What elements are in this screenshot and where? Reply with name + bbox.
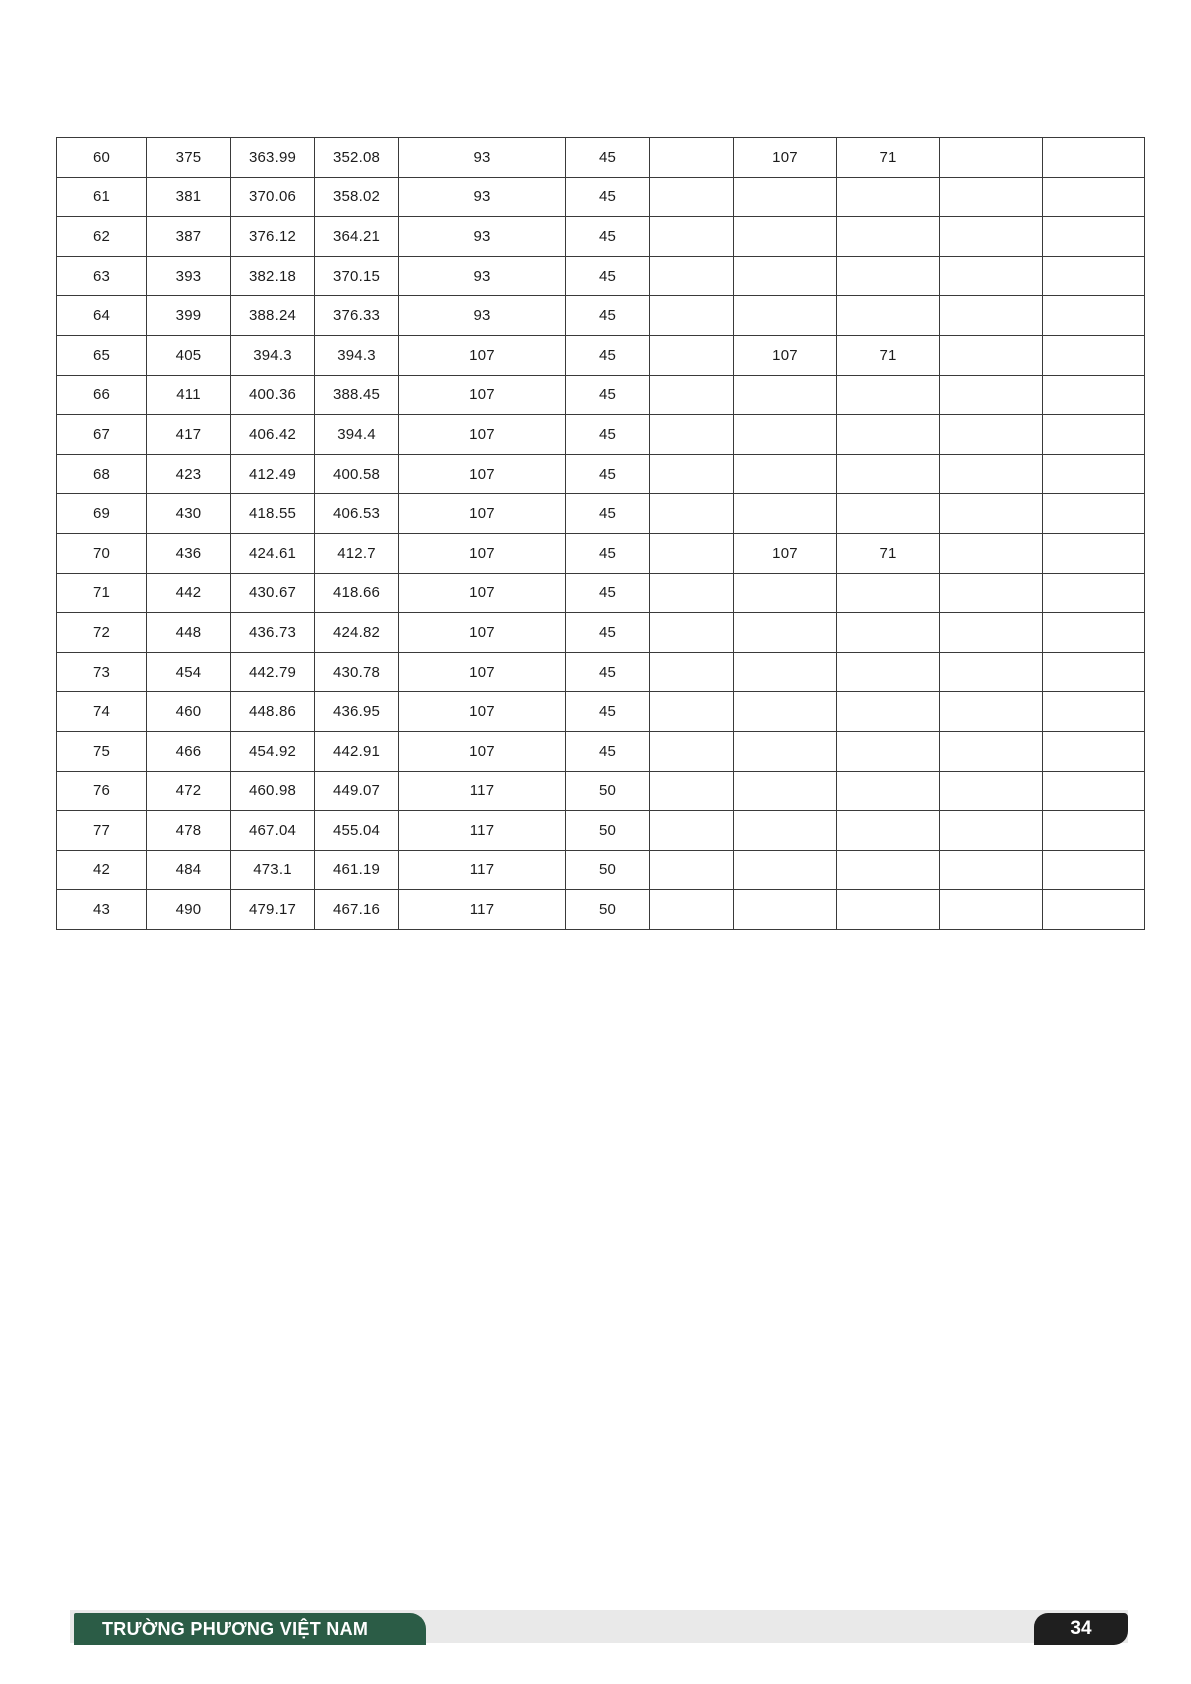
table-row <box>57 731 1145 771</box>
table-cell <box>734 573 837 613</box>
table-cell: 448.86 <box>231 692 315 732</box>
table-cell: 71 <box>837 533 940 573</box>
table-cell <box>650 850 734 890</box>
table-cell <box>734 692 837 732</box>
table-cell <box>650 652 734 692</box>
table-cell <box>734 177 837 217</box>
table-row <box>57 256 1145 296</box>
table-cell: 466 <box>147 731 231 771</box>
table-cell: 117 <box>399 771 566 811</box>
table-cell <box>940 850 1043 890</box>
table-row <box>57 494 1145 534</box>
table-cell: 77 <box>57 811 147 851</box>
page-number-badge: 34 <box>1034 1613 1128 1645</box>
table-cell: 455.04 <box>315 811 399 851</box>
table-cell: 411 <box>147 375 231 415</box>
table-cell: 460 <box>147 692 231 732</box>
table-cell <box>837 771 940 811</box>
table-cell <box>650 771 734 811</box>
table-cell: 405 <box>147 335 231 375</box>
table-cell <box>650 335 734 375</box>
table-cell: 93 <box>399 217 566 257</box>
table-cell: 387 <box>147 217 231 257</box>
table-cell: 67 <box>57 415 147 455</box>
table-cell: 107 <box>399 692 566 732</box>
table-cell: 45 <box>566 652 650 692</box>
table-cell: 71 <box>837 335 940 375</box>
table-cell: 72 <box>57 613 147 653</box>
table-cell <box>1043 811 1145 851</box>
table-cell <box>940 613 1043 653</box>
table-cell <box>837 217 940 257</box>
table-cell: 461.19 <box>315 850 399 890</box>
table-cell <box>940 573 1043 613</box>
table-cell: 478 <box>147 811 231 851</box>
table-cell <box>650 533 734 573</box>
table-cell <box>1043 573 1145 613</box>
table-cell: 490 <box>147 890 231 930</box>
table-cell <box>1043 533 1145 573</box>
table-cell: 66 <box>57 375 147 415</box>
table-cell <box>940 652 1043 692</box>
table-cell: 363.99 <box>231 138 315 178</box>
table-cell: 107 <box>399 335 566 375</box>
table-cell: 50 <box>566 811 650 851</box>
table-cell <box>1043 217 1145 257</box>
table-cell: 400.36 <box>231 375 315 415</box>
table-cell: 460.98 <box>231 771 315 811</box>
table-cell <box>940 296 1043 336</box>
table-cell: 45 <box>566 217 650 257</box>
table-cell: 107 <box>399 375 566 415</box>
table-cell: 449.07 <box>315 771 399 811</box>
table-row <box>57 375 1145 415</box>
table-cell: 430.67 <box>231 573 315 613</box>
table-cell <box>1043 415 1145 455</box>
table-cell <box>734 375 837 415</box>
table-cell <box>650 375 734 415</box>
table-cell: 381 <box>147 177 231 217</box>
table-cell: 62 <box>57 217 147 257</box>
table-cell <box>837 454 940 494</box>
table-cell: 45 <box>566 138 650 178</box>
table-cell <box>650 415 734 455</box>
table-cell: 43 <box>57 890 147 930</box>
table-cell: 63 <box>57 256 147 296</box>
table-cell <box>940 811 1043 851</box>
table-cell: 406.53 <box>315 494 399 534</box>
table-cell <box>734 613 837 653</box>
table-cell <box>734 850 837 890</box>
table-cell <box>1043 138 1145 178</box>
table-cell: 107 <box>399 533 566 573</box>
table-cell: 412.7 <box>315 533 399 573</box>
table-cell <box>1043 890 1145 930</box>
table-cell <box>650 494 734 534</box>
table-cell: 394.4 <box>315 415 399 455</box>
table-cell: 375 <box>147 138 231 178</box>
table-cell <box>837 177 940 217</box>
table-cell <box>734 296 837 336</box>
table-cell: 418.66 <box>315 573 399 613</box>
table-cell: 45 <box>566 335 650 375</box>
table-cell: 473.1 <box>231 850 315 890</box>
table-cell <box>734 454 837 494</box>
table-cell: 45 <box>566 177 650 217</box>
table-cell <box>1043 850 1145 890</box>
table-cell: 358.02 <box>315 177 399 217</box>
table-cell <box>940 138 1043 178</box>
table-cell: 467.04 <box>231 811 315 851</box>
table-cell <box>837 494 940 534</box>
table-cell: 107 <box>734 138 837 178</box>
table-cell: 117 <box>399 811 566 851</box>
table-cell: 467.16 <box>315 890 399 930</box>
table-cell <box>837 692 940 732</box>
table-cell <box>734 811 837 851</box>
table-cell <box>1043 454 1145 494</box>
table-cell: 417 <box>147 415 231 455</box>
table-cell <box>1043 771 1145 811</box>
table-cell <box>837 890 940 930</box>
table-cell <box>940 692 1043 732</box>
table-cell <box>940 731 1043 771</box>
table-cell: 61 <box>57 177 147 217</box>
table-cell <box>940 217 1043 257</box>
table-cell: 393 <box>147 256 231 296</box>
table-cell: 50 <box>566 890 650 930</box>
table-cell: 436.95 <box>315 692 399 732</box>
table-cell: 73 <box>57 652 147 692</box>
table-cell: 107 <box>399 613 566 653</box>
table-cell: 60 <box>57 138 147 178</box>
table-cell: 430 <box>147 494 231 534</box>
table-row <box>57 454 1145 494</box>
table-cell: 442.79 <box>231 652 315 692</box>
table-cell: 376.33 <box>315 296 399 336</box>
table-cell <box>940 256 1043 296</box>
table-cell: 364.21 <box>315 217 399 257</box>
table-cell: 107 <box>399 573 566 613</box>
table-cell: 45 <box>566 613 650 653</box>
table-cell <box>734 890 837 930</box>
table-cell <box>837 415 940 455</box>
table-cell <box>1043 652 1145 692</box>
table-row <box>57 177 1145 217</box>
table-cell: 442 <box>147 573 231 613</box>
table-cell: 45 <box>566 375 650 415</box>
table-cell: 388.24 <box>231 296 315 336</box>
table-cell: 376.12 <box>231 217 315 257</box>
table-row <box>57 811 1145 851</box>
table-row <box>57 850 1145 890</box>
table-cell <box>650 177 734 217</box>
table-cell: 75 <box>57 731 147 771</box>
table-cell: 42 <box>57 850 147 890</box>
table-cell: 394.3 <box>231 335 315 375</box>
table-cell <box>1043 613 1145 653</box>
table-cell <box>734 494 837 534</box>
table-cell: 74 <box>57 692 147 732</box>
table-cell: 436.73 <box>231 613 315 653</box>
table-cell: 93 <box>399 177 566 217</box>
table-cell: 472 <box>147 771 231 811</box>
table-cell <box>650 692 734 732</box>
table-cell <box>650 296 734 336</box>
table-body <box>57 138 1145 930</box>
table-cell: 107 <box>399 454 566 494</box>
table-cell: 454 <box>147 652 231 692</box>
table-cell: 50 <box>566 850 650 890</box>
table-cell <box>1043 177 1145 217</box>
table-cell <box>650 256 734 296</box>
table-cell <box>940 335 1043 375</box>
table-cell: 424.61 <box>231 533 315 573</box>
table-cell: 399 <box>147 296 231 336</box>
table-cell: 64 <box>57 296 147 336</box>
table-cell <box>940 533 1043 573</box>
table-cell <box>734 256 837 296</box>
table-row <box>57 296 1145 336</box>
table-cell: 45 <box>566 533 650 573</box>
table-cell <box>650 217 734 257</box>
table-row <box>57 573 1145 613</box>
table-cell: 50 <box>566 771 650 811</box>
footer-brand-label: TRƯỜNG PHƯƠNG VIỆT NAM <box>74 1613 426 1645</box>
table-cell: 71 <box>837 138 940 178</box>
table-cell <box>1043 256 1145 296</box>
table-cell <box>734 731 837 771</box>
table-cell: 406.42 <box>231 415 315 455</box>
table-row <box>57 217 1145 257</box>
table-cell <box>650 811 734 851</box>
table-cell: 76 <box>57 771 147 811</box>
table-cell <box>650 890 734 930</box>
table-cell: 454.92 <box>231 731 315 771</box>
table-cell: 442.91 <box>315 731 399 771</box>
table-cell <box>837 375 940 415</box>
table-cell <box>1043 335 1145 375</box>
table-cell <box>940 890 1043 930</box>
table-cell: 71 <box>57 573 147 613</box>
table-cell <box>650 731 734 771</box>
table-cell: 107 <box>399 731 566 771</box>
table-cell <box>940 375 1043 415</box>
table-cell <box>1043 494 1145 534</box>
table-cell: 107 <box>734 335 837 375</box>
table-cell: 45 <box>566 692 650 732</box>
table-cell: 436 <box>147 533 231 573</box>
table-cell <box>837 296 940 336</box>
table-cell <box>1043 731 1145 771</box>
table-cell: 45 <box>566 454 650 494</box>
table-cell: 382.18 <box>231 256 315 296</box>
table-cell: 117 <box>399 890 566 930</box>
table-row <box>57 613 1145 653</box>
table-cell: 370.15 <box>315 256 399 296</box>
table-cell: 412.49 <box>231 454 315 494</box>
table-cell: 93 <box>399 296 566 336</box>
table-cell <box>1043 296 1145 336</box>
table-cell: 424.82 <box>315 613 399 653</box>
table-cell: 45 <box>566 296 650 336</box>
table-cell: 107 <box>399 494 566 534</box>
table-cell <box>734 771 837 811</box>
table-row <box>57 533 1145 573</box>
table-cell: 423 <box>147 454 231 494</box>
table-cell <box>940 454 1043 494</box>
table-cell <box>650 573 734 613</box>
table-cell: 93 <box>399 138 566 178</box>
table-row <box>57 415 1145 455</box>
table-cell <box>940 415 1043 455</box>
table-cell <box>734 217 837 257</box>
table-cell: 93 <box>399 256 566 296</box>
table-cell <box>650 454 734 494</box>
table-cell <box>734 652 837 692</box>
table-cell <box>837 731 940 771</box>
table-cell: 388.45 <box>315 375 399 415</box>
table-row <box>57 138 1145 178</box>
table-cell: 45 <box>566 415 650 455</box>
table-cell: 117 <box>399 850 566 890</box>
table-row <box>57 652 1145 692</box>
table-cell: 107 <box>399 652 566 692</box>
table-cell <box>940 494 1043 534</box>
table-cell: 45 <box>566 573 650 613</box>
table-cell <box>837 652 940 692</box>
table-cell <box>837 811 940 851</box>
table-cell: 70 <box>57 533 147 573</box>
table-row <box>57 692 1145 732</box>
table-cell: 430.78 <box>315 652 399 692</box>
table-cell <box>1043 375 1145 415</box>
table-cell: 68 <box>57 454 147 494</box>
table-cell: 45 <box>566 731 650 771</box>
table-cell <box>837 850 940 890</box>
table-cell: 107 <box>734 533 837 573</box>
data-table <box>56 137 1145 930</box>
table-cell: 352.08 <box>315 138 399 178</box>
table-row <box>57 771 1145 811</box>
table-cell: 65 <box>57 335 147 375</box>
table-cell <box>940 177 1043 217</box>
table-cell: 448 <box>147 613 231 653</box>
table-row <box>57 335 1145 375</box>
table-cell <box>940 771 1043 811</box>
table-cell: 394.3 <box>315 335 399 375</box>
table-cell: 484 <box>147 850 231 890</box>
table-cell <box>650 613 734 653</box>
table-cell <box>837 613 940 653</box>
table-cell: 418.55 <box>231 494 315 534</box>
table-cell: 400.58 <box>315 454 399 494</box>
table-row <box>57 890 1145 930</box>
table-cell: 107 <box>399 415 566 455</box>
table-cell: 479.17 <box>231 890 315 930</box>
table-cell: 370.06 <box>231 177 315 217</box>
table-cell: 45 <box>566 256 650 296</box>
table-cell <box>734 415 837 455</box>
table-cell <box>650 138 734 178</box>
table-cell: 69 <box>57 494 147 534</box>
table-cell <box>1043 692 1145 732</box>
table-cell: 45 <box>566 494 650 534</box>
table-cell <box>837 256 940 296</box>
table-cell <box>837 573 940 613</box>
